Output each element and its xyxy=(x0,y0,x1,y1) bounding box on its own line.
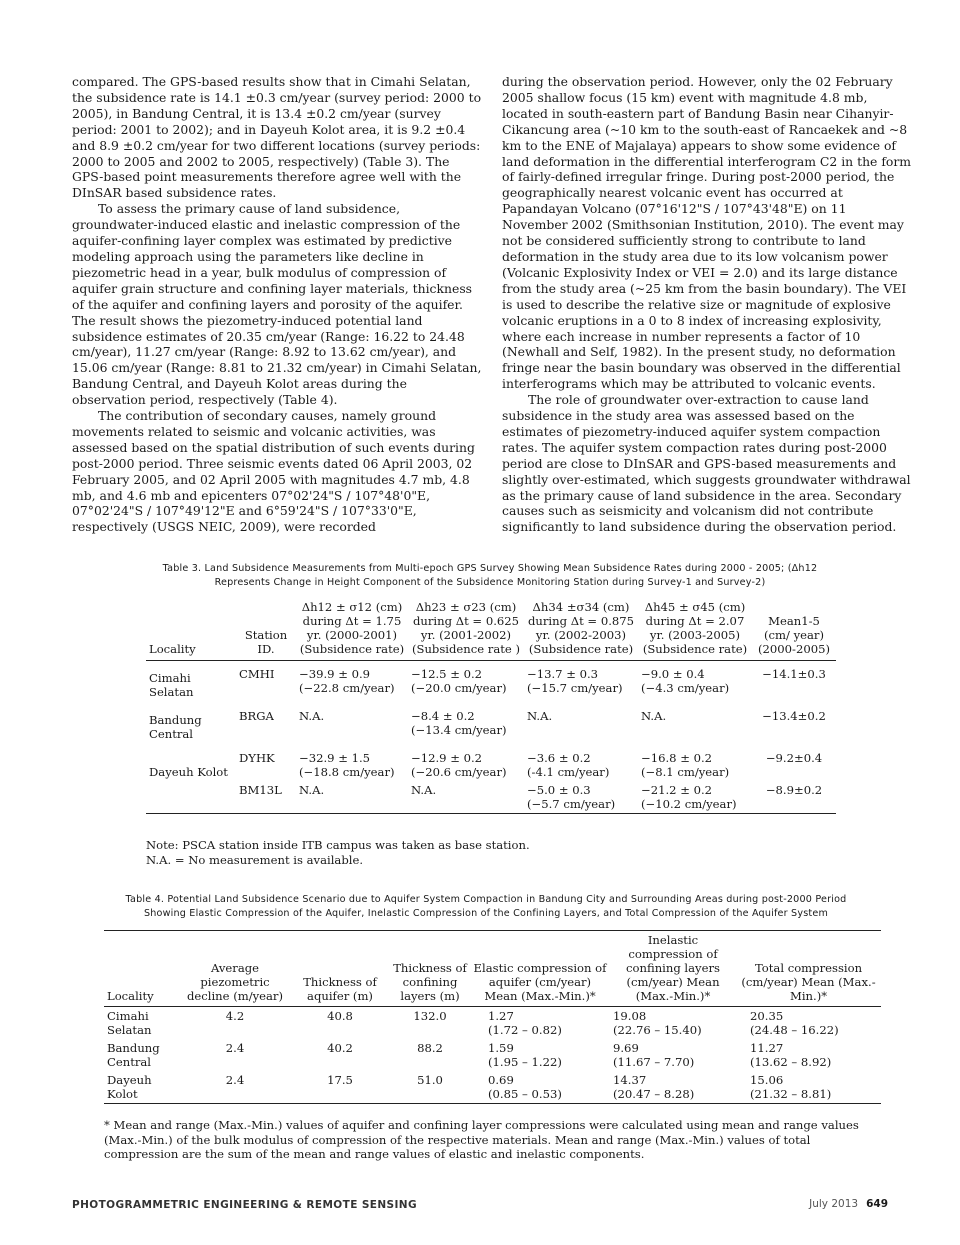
left-text-column xyxy=(72,74,484,535)
column-header: Δh12 ± σ12 (cm) during Δt = 1.75 yr. (2000-2001) (Subsidence rate) xyxy=(299,600,405,656)
cell-value: N.A. xyxy=(299,783,325,797)
caption-line: Table 3. Land Subsidence Measurements from Multi-epoch GPS Survey Showing Mean Subsidence Rates during 2000 - 2005; (Δh12 xyxy=(162,563,818,574)
cell-locality: Bandung Central xyxy=(107,1041,160,1069)
cell-total: 11.27 (13.62 – 8.92) xyxy=(750,1041,832,1069)
cell-station: DYHK xyxy=(239,751,275,765)
cell-decline: 2.4 xyxy=(225,1073,245,1087)
paragraph: The contribution of secondary causes, namely ground movements related to seismic and volcanic activities, was assessed based on the spatial distribution of such events during post-2000 period. Three seismic events dated 06 April 2003, 02 February 2005, and 02 April 2005 with magnitudes 4.7 mb, 4.8 mb, and 4.6 mb and epicenters 07°02'24"S / 107°48'0"E, 07°02'24"S / 107°49'12"E and 6°59'24"S / 107°33'0"E, respectively (USGS NEIC, 2009), were recorded xyxy=(72,408,475,535)
table-header-row xyxy=(104,931,881,1007)
cell-value: −21.2 ± 0.2 (−10.2 cm/year) xyxy=(641,783,737,811)
paragraph: To assess the primary cause of land subsidence, groundwater-induced elastic and inelastic compression of the aquifer-confining layer complex was estimated by predictive modeling approach using the parameters like decline in piezometric head in a year, bulk modulus of compression of aquifer grain structure and confining layer materials, thickness of the aquifer and confining layers and porosity of the aquifer. The result shows the piezometry-induced potential land subsidence estimates of 20.35 cm/year (Range: 16.22 to 24.48 cm/year), 11.27 cm/year (Range: 8.92 to 13.62 cm/year), and 15.06 cm/year (Range: 8.81 to 21.32 cm/year) in Cimahi Selatan, Bandung Central, and Dayeuh Kolot areas during the observation period, respectively (Table 4). xyxy=(72,201,482,408)
cell-aquifer: 40.2 xyxy=(327,1041,353,1055)
page-footer xyxy=(809,1198,888,1210)
cell-station: CMHI xyxy=(239,667,275,681)
note: Note: PSCA station inside ITB campus was taken as base station. xyxy=(146,838,530,852)
paragraph: during the observation period. However, only the 02 February 2005 shallow focus (15 km) event with magnitude 4.8 mb, located in south-eastern part of Bandung Basin near Cihanyir-Cikancung area (~10 km to the south-east of Rancaekek and ~8 km to the ENE of Majalaya) appears to show some evidence of land deformation in the differential interferogram C2 in the form of fairly-defined irregular fringe. During post-2000 period, the geographically nearest volcanic event has occurred at Papandayan Volcano (07°16'12"S / 107°43'48"E) on 11 November 2002 (Smithsonian Institution, 2010). The event may not be considered sufficiently strong to contribute to land deformation in the study area due to its low volcanism power (Volcanic Explosivity Index or VEI = 2.0) and its large distance from the study area (~25 km from the basin boundary). The VEI is used to describe the relative size or magnitude of explosive volcanic eruptions in a 0 to 8 index of increasing explosivity, where each increase in number represents a factor of 10 (Newhall and Self, 1982). In the present study, no deformation fringe near the basin boundary was observed in the differential interferograms which may be attributed to volcanic events. xyxy=(502,74,912,392)
cell-total: 20.35 (24.48 – 16.22) xyxy=(750,1009,839,1037)
table-row xyxy=(146,781,836,814)
cell-locality: Dayeuh Kolot xyxy=(149,765,228,779)
column-header: Δh34 ±σ34 (cm) during Δt = 0.875 yr. (2002-2003) (Subsidence rate) xyxy=(527,600,635,656)
cell-value: N.A. xyxy=(411,783,437,797)
cell-mean: −13.4±0.2 xyxy=(762,709,826,723)
cell-locality: Bandung Central xyxy=(149,713,202,741)
cell-locality: Cimahi Selatan xyxy=(149,671,194,699)
table4-caption xyxy=(96,893,876,921)
cell-locality: Cimahi Selatan xyxy=(107,1009,152,1037)
cell-elastic: 1.59 (1.95 – 1.22) xyxy=(488,1041,562,1069)
column-header: Locality xyxy=(107,989,154,1003)
table-row xyxy=(104,1007,881,1040)
issue-date: July 2013 xyxy=(809,1198,859,1210)
column-header: Thickness of aquifer (m) xyxy=(303,975,377,1003)
cell-confining: 51.0 xyxy=(417,1073,443,1087)
cell-elastic: 0.69 (0.85 – 0.53) xyxy=(488,1073,562,1101)
cell-decline: 4.2 xyxy=(225,1009,245,1023)
cell-station: BRGA xyxy=(239,709,274,723)
cell-value: −3.6 ± 0.2 (-4.1 cm/year) xyxy=(527,751,610,779)
cell-value: −39.9 ± 0.9 (−22.8 cm/year) xyxy=(299,667,395,695)
cell-value: N.A. xyxy=(527,709,553,723)
table3-caption xyxy=(140,562,840,590)
cell-confining: 88.2 xyxy=(417,1041,443,1055)
table-row xyxy=(146,743,836,781)
cell-mean: −9.2±0.4 xyxy=(765,751,823,765)
table4-footnote: * Mean and range (Max.-Min.) values of aquifer and confining layer compressions were calculated using mean and range values (Max.-Min.) of the bulk modulus of compression of the respective materials. Mean and range (Max.-Min.) values of total compression are the sum of the mean and range values of elastic and inelastic components. xyxy=(104,1118,859,1161)
paragraph: compared. The GPS-based results show that in Cimahi Selatan, the subsidence rate is 14.1 ±0.3 cm/year (survey period: 2000 to 2005), in Bandung Central, it is 13.4 ±0.2 cm/year (survey period: 2001 to 2002); and in Dayeuh Kolot area, it is 9.2 ±0.4 and 8.9 ±0.2 cm/year for two different locations (survey periods: 2000 to 2005 and 2002 to 2005, respectively) (Table 3). The GPS-based point measurements therefore agree well with the DInSAR based subsidence rates. xyxy=(72,74,482,201)
cell-mean: −8.9±0.2 xyxy=(765,783,823,797)
cell-value: N.A. xyxy=(641,709,667,723)
right-text-column xyxy=(502,74,914,535)
column-header: Total compression (cm/year) Mean (Max.-Min.)* xyxy=(741,961,876,1003)
cell-locality: Dayeuh Kolot xyxy=(107,1073,152,1101)
table3-notes xyxy=(146,838,530,868)
cell-inelastic: 9.69 (11.67 – 7.70) xyxy=(613,1041,695,1069)
column-header: Average piezometric decline (m/year) xyxy=(186,961,284,1003)
column-header: Δh45 ± σ45 (cm) during Δt = 2.07 yr. (2003-2005) (Subsidence rate) xyxy=(642,600,748,656)
cell-mean: −14.1±0.3 xyxy=(762,667,826,681)
table-row xyxy=(146,661,836,702)
cell-value: −9.0 ± 0.4 (−4.3 cm/year) xyxy=(641,667,730,695)
cell-aquifer: 40.8 xyxy=(327,1009,353,1023)
cell-value: −8.4 ± 0.2 (−13.4 cm/year) xyxy=(411,709,507,737)
cell-value: N.A. xyxy=(299,709,325,723)
paragraph: The role of groundwater over-extraction to cause land subsidence in the study area was assessed based on the estimates of piezometry-induced aquifer system compaction rates. The aquifer system compaction rates during post-2000 period are close to DInSAR and GPS-based measurements and slightly over-estimated, which suggests groundwater withdrawal as the primary cause of land subsidence in the area. Secondary causes such as seismicity and volcanism did not contribute significantly to land subsidence during the observation period. xyxy=(502,392,911,535)
journal-name: PHOTOGRAMMETRIC ENGINEERING & REMOTE SENSING xyxy=(72,1199,418,1211)
cell-value: −12.9 ± 0.2 (−20.6 cm/year) xyxy=(411,751,507,779)
note: N.A. = No measurement is available. xyxy=(146,853,364,867)
caption-line: Table 4. Potential Land Subsidence Scenario due to Aquifer System Compaction in Bandung City and Surrounding Areas during post-2000 Period xyxy=(125,894,847,905)
column-header: Locality xyxy=(149,642,196,656)
column-header: Δh23 ± σ23 (cm) during Δt = 0.625 yr. (2001-2002) (Subsidence rate ) xyxy=(412,600,520,656)
cell-elastic: 1.27 (1.72 – 0.82) xyxy=(488,1009,562,1037)
cell-aquifer: 17.5 xyxy=(327,1073,353,1087)
column-header: Inelastic compression of confining layers (cm/year) Mean (Max.-Min.)* xyxy=(626,933,720,1003)
cell-value: −16.8 ± 0.2 (−8.1 cm/year) xyxy=(641,751,730,779)
column-header: Mean1-5 (cm/ year) (2000-2005) xyxy=(758,614,830,656)
caption-line: Represents Change in Height Component of the Subsidence Monitoring Station during Survey-1 and Survey-2) xyxy=(214,577,766,588)
cell-station: BM13L xyxy=(239,783,282,797)
cell-value: −13.7 ± 0.3 (−15.7 cm/year) xyxy=(527,667,623,695)
table3 xyxy=(146,600,836,814)
caption-line: Showing Elastic Compression of the Aquifer, Inelastic Compression of the Confining Layers, and Total Compression of the Aquifer System xyxy=(143,908,829,919)
table-row xyxy=(146,701,836,743)
cell-decline: 2.4 xyxy=(225,1041,245,1055)
cell-value: −5.0 ± 0.3 (−5.7 cm/year) xyxy=(527,783,616,811)
cell-inelastic: 19.08 (22.76 – 15.40) xyxy=(613,1009,702,1037)
column-header: Elastic compression of aquifer (cm/year) Mean (Max.-Min.)* xyxy=(473,961,607,1003)
column-header: Thickness of confining layers (m) xyxy=(393,961,467,1003)
table-row xyxy=(104,1039,881,1071)
table-header-row xyxy=(146,600,836,661)
cell-total: 15.06 (21.32 – 8.81) xyxy=(750,1073,832,1101)
column-header: Station ID. xyxy=(244,628,288,656)
cell-inelastic: 14.37 (20.47 – 8.28) xyxy=(613,1073,695,1101)
cell-value: −12.5 ± 0.2 (−20.0 cm/year) xyxy=(411,667,507,695)
cell-value: −32.9 ± 1.5 (−18.8 cm/year) xyxy=(299,751,395,779)
cell-confining: 132.0 xyxy=(413,1009,447,1023)
page-number: 649 xyxy=(866,1198,888,1210)
table4 xyxy=(104,930,881,1104)
table-row xyxy=(104,1071,881,1104)
